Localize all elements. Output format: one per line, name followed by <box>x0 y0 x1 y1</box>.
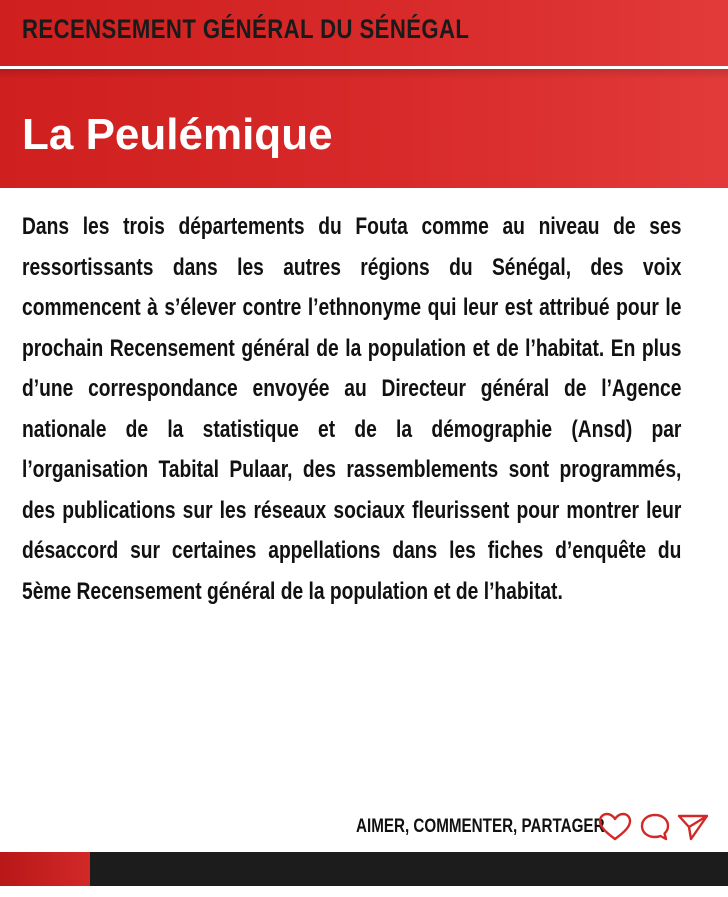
kicker-title: RECENSEMENT GÉNÉRAL DU SÉNÉGAL <box>22 14 470 44</box>
footer-accent <box>0 852 90 886</box>
headline: La Peulémique <box>22 110 333 159</box>
share-icon[interactable] <box>676 812 710 842</box>
divider-shadow <box>0 69 728 79</box>
footer-cta: AIMER, COMMENTER, PARTAGER <box>356 816 605 837</box>
article-body: Dans les trois départements du Fouta comme au niveau de ses ressortissants dans les autres régions du Sénégal, des voix commencent à s’élever contre l’ethnonyme qui leur est attribué pour le prochain Recensement général de la population et de l’habitat. En plus d’une correspondance envoyée au Directeur général de l’Agence nationale de la statistique et de la démographie (Ansd) par l’organisation Tabital Pulaar, des rassemblements sont programmés, des publications sur les réseaux sociaux fleurissent pour montrer leur désaccord sur certaines appellations dans les fiches d’enquête du 5ème Recensement général de la population et de l’habitat. <box>22 213 682 605</box>
comment-icon[interactable] <box>638 812 672 842</box>
footer-bar <box>0 852 728 886</box>
heart-icon[interactable] <box>598 812 632 842</box>
